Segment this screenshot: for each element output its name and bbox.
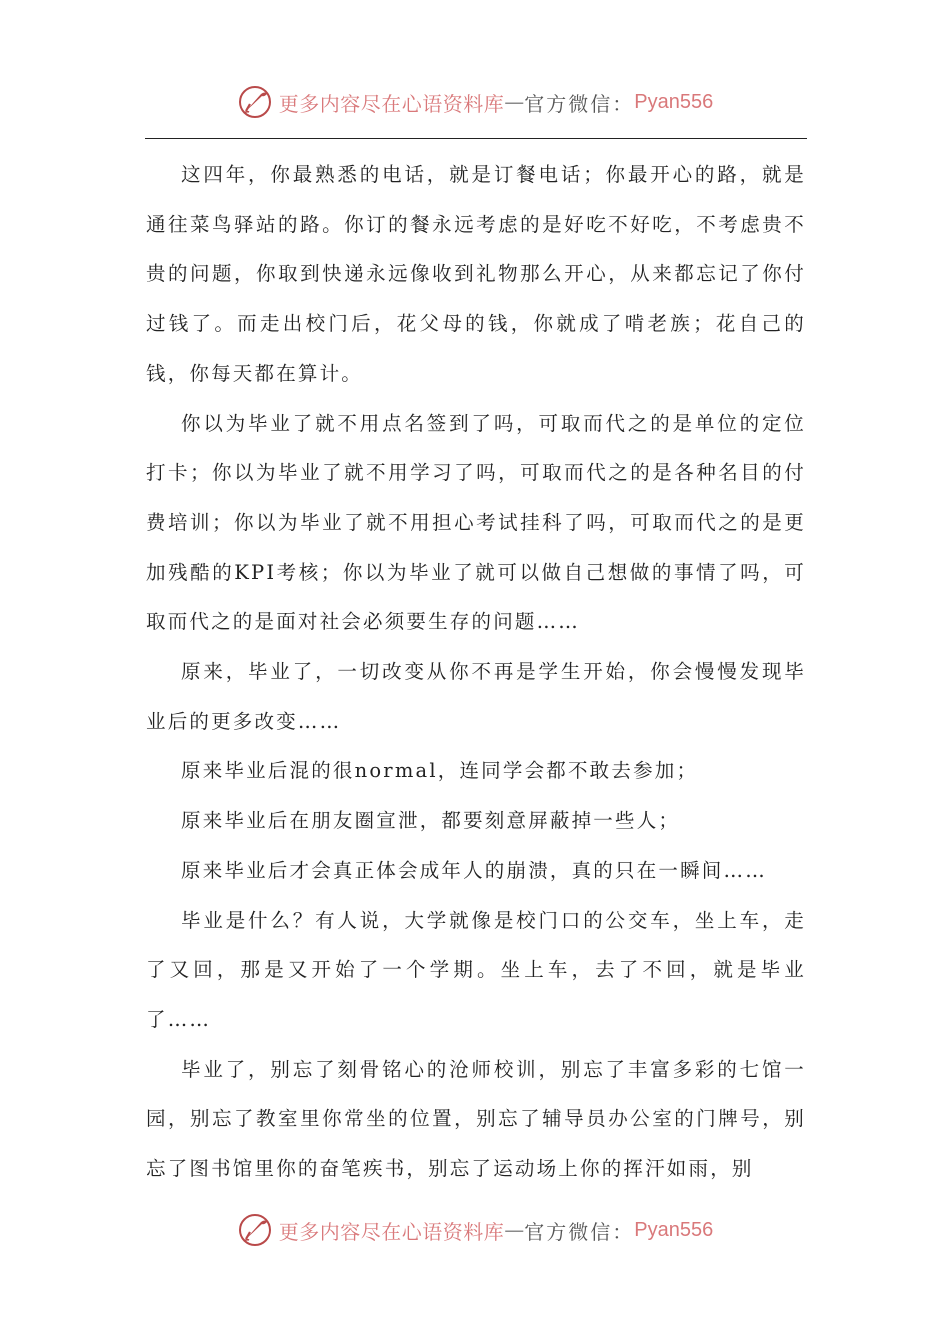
quill-pen-logo-icon [237, 84, 273, 120]
footer-site-name: 更多内容尽在心语资料库 [278, 1219, 505, 1244]
footer-dash: — [504, 1218, 525, 1242]
header-divider [145, 138, 807, 139]
document-body [146, 150, 806, 1194]
paragraph: 毕业是什么？有人说，大学就像是校门口的公交车，坐上车，走了又回，那是又开始了一个学期。坐上车，去了不回，就是毕业了…… [146, 908, 806, 1031]
paragraph: 这四年，你最熟悉的电话，就是订餐电话；你最开心的路，就是通往菜鸟驿站的路。你订的餐永远考虑的是好吃不好吃，不考虑贵不贵的问题，你取到快递永远像收到礼物那么开心，从来都忘记了你付过钱了。而走出校门后，花父母的钱，你就成了啃老族；花自己的钱，你每天都在算计。 [146, 163, 806, 385]
quill-pen-logo-icon [237, 1212, 273, 1248]
footer-wechat-id: Pyan556 [634, 1218, 714, 1241]
header-site-name: 更多内容尽在心语资料库 [278, 91, 505, 116]
header-wechat-label: 官方微信： [524, 91, 635, 116]
paragraph: 原来毕业后在朋友圈宣泄，都要刻意屏蔽掉一些人； [181, 809, 681, 833]
footer-wechat-label: 官方微信： [524, 1219, 635, 1244]
paragraph: 原来毕业后才会真正体会成年人的崩溃，真的只在一瞬间…… [181, 858, 767, 882]
header-banner [0, 80, 950, 124]
paragraph: 你以为毕业了就不用点名签到了吗，可取而代之的是单位的定位打卡；你以为毕业了就不用学习了吗，可取而代之的是各种名目的付费培训；你以为毕业了就不用担心考试挂科了吗，可取而代之的是更加残酷的KPI考核；你以为毕业了就可以做自己想做的事情了吗，可取而代之的是面对社会必须要生存的问题…… [146, 411, 806, 634]
paragraph: 原来，毕业了，一切改变从你不再是学生开始，你会慢慢发现毕业后的更多改变…… [146, 660, 806, 733]
header-wechat-id: Pyan556 [634, 90, 714, 113]
paragraph: 毕业了，别忘了刻骨铭心的沧师校训，别忘了丰富多彩的七馆一园，别忘了教室里你常坐的位置，别忘了辅导员办公室的门牌号，别忘了图书馆里你的奋笔疾书，别忘了运动场上你的挥汗如雨，别 [146, 1057, 806, 1181]
paragraph: 原来毕业后混的很normal，连同学会都不敢去参加； [181, 759, 699, 783]
header-dash: — [504, 90, 525, 114]
footer-banner [0, 1208, 950, 1252]
